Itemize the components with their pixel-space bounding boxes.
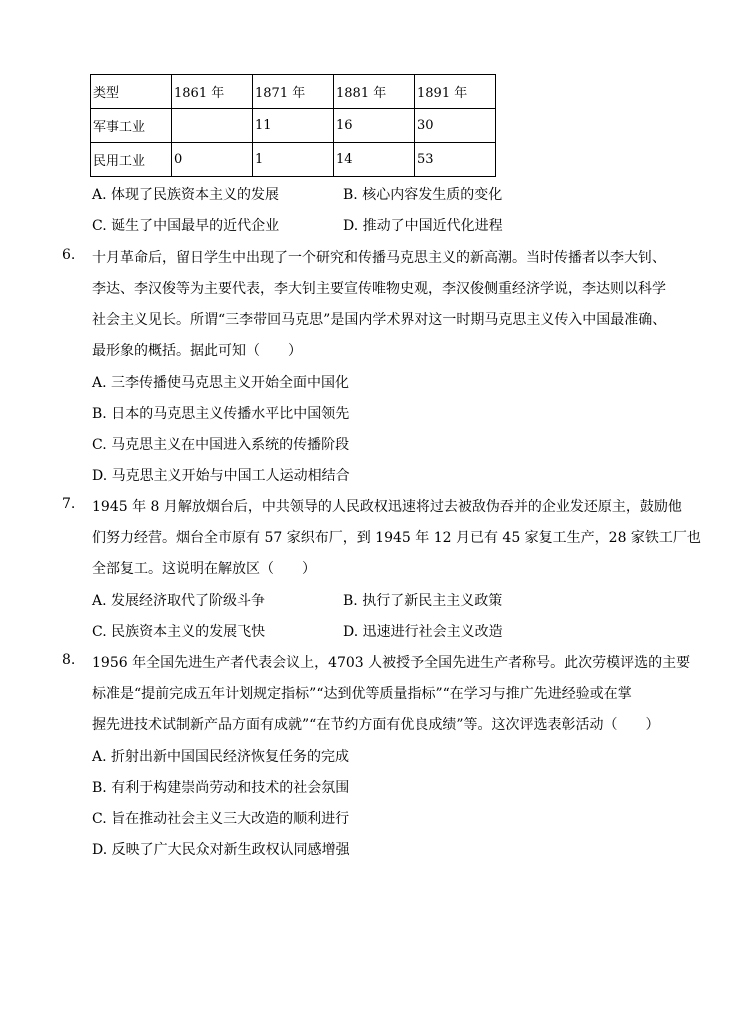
- table-cell: 0: [172, 143, 253, 177]
- q7-number: 7.: [62, 496, 76, 512]
- q5-option-a: A. 体现了民族资本主义的发展: [92, 187, 280, 203]
- q7-stem-line: 全部复工。这说明在解放区（ ）: [92, 561, 316, 577]
- q8-option-c: C. 旨在推动社会主义三大改造的顺利进行: [92, 811, 350, 827]
- q7-option-b: B. 执行了新民主主义政策: [343, 593, 503, 609]
- table-cell: 53: [415, 143, 496, 177]
- q6-option-b: B. 日本的马克思主义传播水平比中国领先: [92, 406, 350, 422]
- q7-option-a: A. 发展经济取代了阶级斗争: [92, 593, 266, 609]
- q8-option-b: B. 有利于构建崇尚劳动和技术的社会氛围: [92, 780, 350, 796]
- table-header-row: [91, 75, 496, 109]
- q8-option-a: A. 折射出新中国国民经济恢复任务的完成: [92, 749, 350, 765]
- q6-stem-line: 十月革命后，留日学生中出现了一个研究和传播马克思主义的新高潮。当时传播者以李大钊、: [92, 250, 666, 266]
- table-header-cell: 1891 年: [415, 75, 496, 109]
- q6-option-d: D. 马克思主义开始与中国工人运动相结合: [92, 468, 350, 484]
- q6-stem-line: 李达、李汉俊等为主要代表，李大钊主要宣传唯物史观，李汉俊侧重经济学说，李达则以科学: [92, 281, 666, 297]
- table-cell: 16: [334, 109, 415, 143]
- q6-stem-line: 最形象的概括。据此可知（ ）: [92, 343, 302, 359]
- table-cell: 1: [253, 143, 334, 177]
- q6-option-a: A. 三李传播使马克思主义开始全面中国化: [92, 375, 350, 391]
- q5-option-b: B. 核心内容发生质的变化: [343, 187, 503, 203]
- q8-stem-line: 1956 年全国先进生产者代表会议上，4703 人被授予全国先进生产者称号。此次劳模评选的主要: [92, 655, 691, 671]
- table-header-cell: 1871 年: [253, 75, 334, 109]
- table-header-cell: 1881 年: [334, 75, 415, 109]
- table-cell: 14: [334, 143, 415, 177]
- q6-number: 6.: [62, 247, 76, 263]
- industry-table: [90, 74, 496, 177]
- table-header-cell: 1861 年: [172, 75, 253, 109]
- q7-stem-line: 1945 年 8 月解放烟台后，中共领导的人民政权迅速将过去被敌伪吞并的企业发还原主，鼓励他: [92, 499, 682, 515]
- table-cell: 民用工业: [91, 143, 172, 177]
- table-row: [91, 143, 496, 177]
- q8-option-d: D. 反映了广大民众对新生政权认同感增强: [92, 842, 350, 858]
- table-cell: 11: [253, 109, 334, 143]
- q7-option-c: C. 民族资本主义的发展飞快: [92, 624, 266, 640]
- table-header-cell: 类型: [91, 75, 172, 109]
- q6-option-c: C. 马克思主义在中国进入系统的传播阶段: [92, 437, 350, 453]
- q8-stem-line: 握先进技术试制新产品方面有成就”“在节约方面有优良成绩”等。这次评选表彰活动（ ）: [92, 717, 660, 733]
- q5-option-c: C. 诞生了中国最早的近代企业: [92, 218, 280, 234]
- q7-stem-line: 们努力经营。烟台全市原有 57 家织布厂，到 1945 年 12 月已有 45 家复工生产，28 家铁工厂也: [92, 530, 701, 546]
- q5-option-d: D. 推动了中国近代化进程: [343, 218, 503, 234]
- q7-option-d: D. 迅速进行社会主义改造: [343, 624, 503, 640]
- q8-stem-line: 标准是“提前完成五年计划规定指标”“达到优等质量指标”“在学习与推广先进经验或在掌: [92, 686, 632, 702]
- table-cell: [172, 109, 253, 143]
- q6-stem-line: 社会主义见长。所谓“三李带回马克思”是国内学术界对这一时期马克思主义传入中国最准确、: [92, 312, 667, 328]
- table-row: [91, 109, 496, 143]
- table-cell: 30: [415, 109, 496, 143]
- q8-number: 8.: [62, 652, 76, 668]
- table-cell: 军事工业: [91, 109, 172, 143]
